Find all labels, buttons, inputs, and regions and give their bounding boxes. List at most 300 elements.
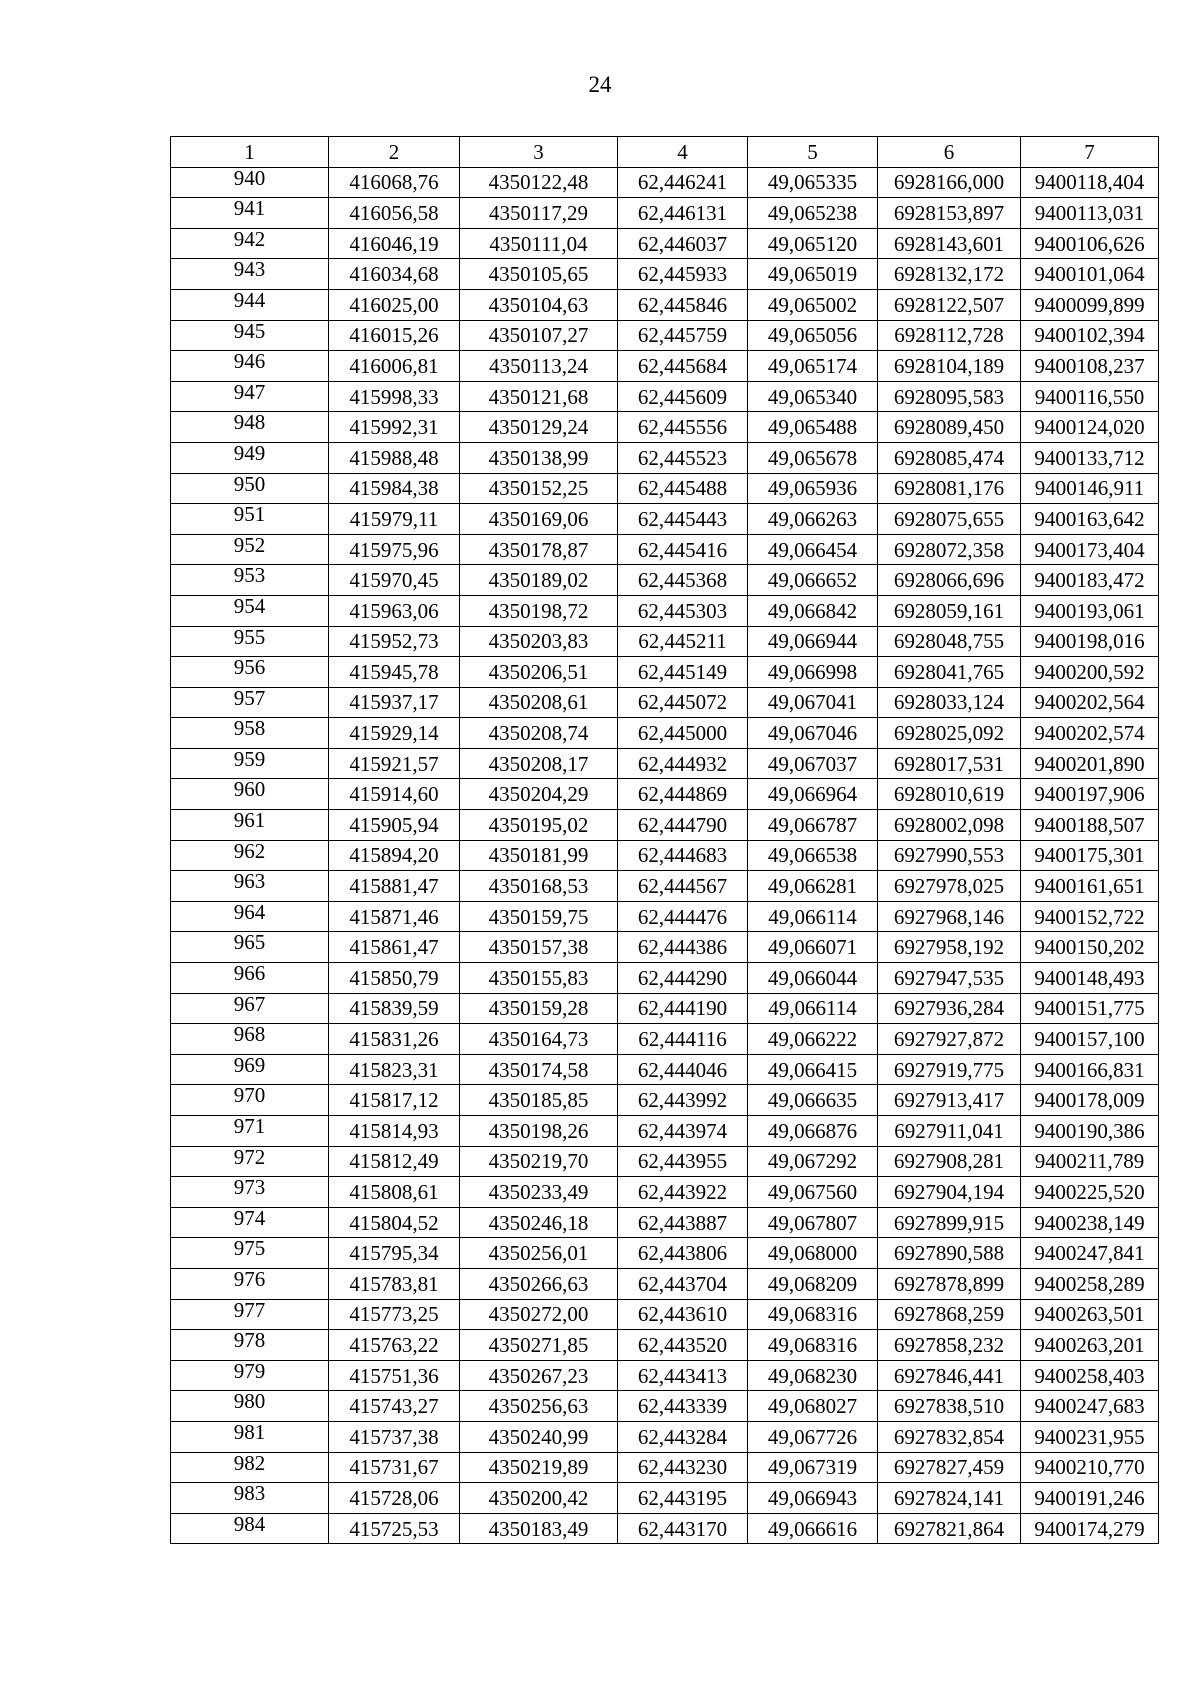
table-cell: 6928132,172 <box>878 259 1021 290</box>
table-cell: 49,067037 <box>748 748 878 779</box>
table-cell: 975 <box>171 1238 329 1269</box>
table-cell: 4350169,06 <box>460 504 618 535</box>
table-cell: 6927913,417 <box>878 1085 1021 1116</box>
table-cell: 62,443413 <box>618 1360 748 1391</box>
table-cell: 49,066616 <box>748 1513 878 1544</box>
table-cell: 6927919,775 <box>878 1054 1021 1085</box>
table-cell: 955 <box>171 626 329 657</box>
table-cell: 4350204,29 <box>460 779 618 810</box>
table-cell: 6927821,864 <box>878 1513 1021 1544</box>
table-row <box>171 1024 1159 1055</box>
column-header: 2 <box>329 137 460 168</box>
table-cell: 62,445759 <box>618 320 748 351</box>
table-cell: 9400191,246 <box>1021 1483 1159 1514</box>
table-cell: 49,066635 <box>748 1085 878 1116</box>
table-cell: 4350256,01 <box>460 1238 618 1269</box>
table-row <box>171 1360 1159 1391</box>
table-cell: 49,067046 <box>748 718 878 749</box>
table-cell: 6927846,441 <box>878 1360 1021 1391</box>
table-row <box>171 1177 1159 1208</box>
table-cell: 415998,33 <box>329 381 460 412</box>
table-row <box>171 1054 1159 1085</box>
table-cell: 415988,48 <box>329 442 460 473</box>
table-cell: 943 <box>171 259 329 290</box>
table-cell: 49,067726 <box>748 1421 878 1452</box>
table-cell: 62,445609 <box>618 381 748 412</box>
table-cell: 4350122,48 <box>460 167 618 198</box>
table-cell: 49,065056 <box>748 320 878 351</box>
column-header: 3 <box>460 137 618 168</box>
table-cell: 982 <box>171 1452 329 1483</box>
table-cell: 4350107,27 <box>460 320 618 351</box>
table-cell: 976 <box>171 1268 329 1299</box>
table-cell: 957 <box>171 687 329 718</box>
table-cell: 4350206,51 <box>460 657 618 688</box>
table-cell: 49,066263 <box>748 504 878 535</box>
table-cell: 415979,11 <box>329 504 460 535</box>
table-row <box>171 504 1159 535</box>
table-cell: 49,068316 <box>748 1330 878 1361</box>
table-cell: 968 <box>171 1024 329 1055</box>
table-cell: 6927824,141 <box>878 1483 1021 1514</box>
table-cell: 49,066842 <box>748 595 878 626</box>
table-cell: 4350105,65 <box>460 259 618 290</box>
table-row <box>171 1268 1159 1299</box>
table-cell: 62,445211 <box>618 626 748 657</box>
table-row <box>171 871 1159 902</box>
table-cell: 62,444116 <box>618 1024 748 1055</box>
table-cell: 6927827,459 <box>878 1452 1021 1483</box>
table-cell: 6927878,899 <box>878 1268 1021 1299</box>
table-row <box>171 840 1159 871</box>
table-cell: 6927832,854 <box>878 1421 1021 1452</box>
table-cell: 49,065335 <box>748 167 878 198</box>
table-body <box>171 167 1159 1544</box>
table-cell: 9400106,626 <box>1021 228 1159 259</box>
table-cell: 981 <box>171 1421 329 1452</box>
table-cell: 4350271,85 <box>460 1330 618 1361</box>
table-row <box>171 1146 1159 1177</box>
table-cell: 948 <box>171 412 329 443</box>
table-cell: 49,065002 <box>748 289 878 320</box>
table-cell: 984 <box>171 1513 329 1544</box>
table-cell: 62,445149 <box>618 657 748 688</box>
table-cell: 49,066044 <box>748 963 878 994</box>
table-cell: 415937,17 <box>329 687 460 718</box>
table-cell: 963 <box>171 871 329 902</box>
table-cell: 4350121,68 <box>460 381 618 412</box>
table-cell: 415823,31 <box>329 1054 460 1085</box>
table-cell: 49,066281 <box>748 871 878 902</box>
table-cell: 49,067807 <box>748 1207 878 1238</box>
table-cell: 62,445416 <box>618 534 748 565</box>
table-cell: 6927936,284 <box>878 993 1021 1024</box>
table-cell: 415861,47 <box>329 932 460 963</box>
table-cell: 49,065120 <box>748 228 878 259</box>
table-cell: 4350208,74 <box>460 718 618 749</box>
table-row <box>171 1238 1159 1269</box>
page-number: 24 <box>588 72 612 97</box>
table-cell: 62,443992 <box>618 1085 748 1116</box>
table-cell: 49,065019 <box>748 259 878 290</box>
table-row <box>171 595 1159 626</box>
table-row <box>171 198 1159 229</box>
table-cell: 62,445488 <box>618 473 748 504</box>
table-cell: 969 <box>171 1054 329 1085</box>
table-row <box>171 1330 1159 1361</box>
table-cell: 4350129,24 <box>460 412 618 443</box>
table-cell: 6927968,146 <box>878 901 1021 932</box>
table-cell: 971 <box>171 1116 329 1147</box>
table-cell: 62,444567 <box>618 871 748 902</box>
table-cell: 9400210,770 <box>1021 1452 1159 1483</box>
table-cell: 9400150,202 <box>1021 932 1159 963</box>
table-row <box>171 442 1159 473</box>
table-cell: 415814,93 <box>329 1116 460 1147</box>
table-row <box>171 687 1159 718</box>
table-row <box>171 473 1159 504</box>
table-cell: 6928081,176 <box>878 473 1021 504</box>
table-cell: 4350200,42 <box>460 1483 618 1514</box>
table-cell: 9400258,289 <box>1021 1268 1159 1299</box>
table-cell: 415763,22 <box>329 1330 460 1361</box>
table-cell: 4350104,63 <box>460 289 618 320</box>
table-cell: 9400190,386 <box>1021 1116 1159 1147</box>
table-cell: 62,445000 <box>618 718 748 749</box>
table-cell: 9400258,403 <box>1021 1360 1159 1391</box>
table-cell: 62,446241 <box>618 167 748 198</box>
table-cell: 6927858,232 <box>878 1330 1021 1361</box>
table-cell: 415881,47 <box>329 871 460 902</box>
table-cell: 4350152,25 <box>460 473 618 504</box>
table-cell: 49,066876 <box>748 1116 878 1147</box>
table-cell: 62,443520 <box>618 1330 748 1361</box>
table-cell: 9400108,237 <box>1021 351 1159 382</box>
table-cell: 977 <box>171 1299 329 1330</box>
table-cell: 9400188,507 <box>1021 810 1159 841</box>
table-row <box>171 963 1159 994</box>
table-row <box>171 1299 1159 1330</box>
table-row <box>171 1207 1159 1238</box>
table-cell: 49,067319 <box>748 1452 878 1483</box>
table-cell: 952 <box>171 534 329 565</box>
table-cell: 9400175,301 <box>1021 840 1159 871</box>
table-cell: 62,443887 <box>618 1207 748 1238</box>
table-cell: 415737,38 <box>329 1421 460 1452</box>
table-cell: 49,066454 <box>748 534 878 565</box>
table-cell: 9400183,472 <box>1021 565 1159 596</box>
table-cell: 49,066114 <box>748 901 878 932</box>
table-cell: 49,066944 <box>748 626 878 657</box>
table-cell: 941 <box>171 198 329 229</box>
table-cell: 4350246,18 <box>460 1207 618 1238</box>
table-cell: 954 <box>171 595 329 626</box>
table-cell: 9400238,149 <box>1021 1207 1159 1238</box>
table-cell: 415831,26 <box>329 1024 460 1055</box>
table-row <box>171 748 1159 779</box>
table-cell: 49,068209 <box>748 1268 878 1299</box>
table-cell: 9400146,911 <box>1021 473 1159 504</box>
table-cell: 950 <box>171 473 329 504</box>
table-cell: 972 <box>171 1146 329 1177</box>
table-cell: 4350233,49 <box>460 1177 618 1208</box>
table-cell: 62,443170 <box>618 1513 748 1544</box>
table-cell: 6927978,025 <box>878 871 1021 902</box>
table-cell: 415945,78 <box>329 657 460 688</box>
table-cell: 9400193,061 <box>1021 595 1159 626</box>
table-cell: 415743,27 <box>329 1391 460 1422</box>
table-cell: 415992,31 <box>329 412 460 443</box>
table-cell: 979 <box>171 1360 329 1391</box>
table-cell: 9400161,651 <box>1021 871 1159 902</box>
table-row <box>171 1085 1159 1116</box>
table-cell: 4350157,38 <box>460 932 618 963</box>
table-cell: 416034,68 <box>329 259 460 290</box>
table-cell: 962 <box>171 840 329 871</box>
table-row <box>171 810 1159 841</box>
table-row <box>171 320 1159 351</box>
table-cell: 4350189,02 <box>460 565 618 596</box>
table-cell: 415894,20 <box>329 840 460 871</box>
table-cell: 4350174,58 <box>460 1054 618 1085</box>
table-cell: 415850,79 <box>329 963 460 994</box>
table-cell: 6927899,915 <box>878 1207 1021 1238</box>
table-cell: 6927990,553 <box>878 840 1021 871</box>
table-cell: 4350138,99 <box>460 442 618 473</box>
table-cell: 6927908,281 <box>878 1146 1021 1177</box>
table-cell: 4350159,75 <box>460 901 618 932</box>
table-cell: 49,066652 <box>748 565 878 596</box>
table-cell: 62,445443 <box>618 504 748 535</box>
table-cell: 964 <box>171 901 329 932</box>
table-cell: 6928010,619 <box>878 779 1021 810</box>
table-cell: 62,445556 <box>618 412 748 443</box>
table-cell: 953 <box>171 565 329 596</box>
table-row <box>171 626 1159 657</box>
table-cell: 415984,38 <box>329 473 460 504</box>
table-cell: 49,067292 <box>748 1146 878 1177</box>
table-cell: 6928075,655 <box>878 504 1021 535</box>
table-cell: 4350208,17 <box>460 748 618 779</box>
table-cell: 4350266,63 <box>460 1268 618 1299</box>
column-header: 5 <box>748 137 878 168</box>
table-cell: 6928122,507 <box>878 289 1021 320</box>
table-cell: 415921,57 <box>329 748 460 779</box>
table-cell: 415975,96 <box>329 534 460 565</box>
table-cell: 6928112,728 <box>878 320 1021 351</box>
table-cell: 49,067560 <box>748 1177 878 1208</box>
table-cell: 946 <box>171 351 329 382</box>
table-cell: 415783,81 <box>329 1268 460 1299</box>
table-row <box>171 1116 1159 1147</box>
table-cell: 49,065678 <box>748 442 878 473</box>
table-cell: 9400148,493 <box>1021 963 1159 994</box>
table-cell: 9400200,592 <box>1021 657 1159 688</box>
table-cell: 4350164,73 <box>460 1024 618 1055</box>
table-cell: 9400198,016 <box>1021 626 1159 657</box>
table-cell: 9400116,550 <box>1021 381 1159 412</box>
table-header-row <box>171 137 1159 168</box>
table-cell: 416006,81 <box>329 351 460 382</box>
table-cell: 62,444190 <box>618 993 748 1024</box>
table-cell: 9400152,722 <box>1021 901 1159 932</box>
table-row <box>171 351 1159 382</box>
table-cell: 6928104,189 <box>878 351 1021 382</box>
table-cell: 415914,60 <box>329 779 460 810</box>
table-cell: 62,443955 <box>618 1146 748 1177</box>
table-cell: 4350117,29 <box>460 198 618 229</box>
table-cell: 6928048,755 <box>878 626 1021 657</box>
table-cell: 945 <box>171 320 329 351</box>
table-cell: 415804,52 <box>329 1207 460 1238</box>
table-row <box>171 1513 1159 1544</box>
table-cell: 62,444046 <box>618 1054 748 1085</box>
table-cell: 6928072,358 <box>878 534 1021 565</box>
table-cell: 415812,49 <box>329 1146 460 1177</box>
table-cell: 62,444683 <box>618 840 748 871</box>
table-cell: 49,068027 <box>748 1391 878 1422</box>
table-cell: 62,443806 <box>618 1238 748 1269</box>
table-cell: 415795,34 <box>329 1238 460 1269</box>
table-cell: 415725,53 <box>329 1513 460 1544</box>
table-cell: 415751,36 <box>329 1360 460 1391</box>
table-row <box>171 779 1159 810</box>
table-cell: 4350198,72 <box>460 595 618 626</box>
table-row <box>171 718 1159 749</box>
table-cell: 62,446037 <box>618 228 748 259</box>
table-cell: 6927890,588 <box>878 1238 1021 1269</box>
table-cell: 974 <box>171 1207 329 1238</box>
table-cell: 49,066998 <box>748 657 878 688</box>
table-cell: 49,066964 <box>748 779 878 810</box>
table-cell: 62,444869 <box>618 779 748 810</box>
table-cell: 4350203,83 <box>460 626 618 657</box>
table-row <box>171 1391 1159 1422</box>
table-cell: 9400157,100 <box>1021 1024 1159 1055</box>
table-cell: 415731,67 <box>329 1452 460 1483</box>
table-cell: 416068,76 <box>329 167 460 198</box>
table-cell: 415773,25 <box>329 1299 460 1330</box>
table-cell: 9400231,955 <box>1021 1421 1159 1452</box>
table-cell: 6928059,161 <box>878 595 1021 626</box>
table-cell: 62,443339 <box>618 1391 748 1422</box>
table-cell: 944 <box>171 289 329 320</box>
table-cell: 4350219,70 <box>460 1146 618 1177</box>
table-cell: 49,065488 <box>748 412 878 443</box>
table-cell: 6927838,510 <box>878 1391 1021 1422</box>
table-cell: 62,445368 <box>618 565 748 596</box>
table-cell: 4350240,99 <box>460 1421 618 1452</box>
table-cell: 49,067041 <box>748 687 878 718</box>
table-row <box>171 901 1159 932</box>
table-cell: 9400247,841 <box>1021 1238 1159 1269</box>
table-cell: 415808,61 <box>329 1177 460 1208</box>
table-cell: 9400263,201 <box>1021 1330 1159 1361</box>
table-row <box>171 932 1159 963</box>
table-cell: 62,445684 <box>618 351 748 382</box>
table-cell: 4350267,23 <box>460 1360 618 1391</box>
table-cell: 9400173,404 <box>1021 534 1159 565</box>
table-cell: 960 <box>171 779 329 810</box>
table-cell: 6928085,474 <box>878 442 1021 473</box>
table-cell: 62,444290 <box>618 963 748 994</box>
table-cell: 967 <box>171 993 329 1024</box>
table-cell: 49,066538 <box>748 840 878 871</box>
table-cell: 951 <box>171 504 329 535</box>
table-cell: 415952,73 <box>329 626 460 657</box>
table-row <box>171 412 1159 443</box>
table-cell: 6927958,192 <box>878 932 1021 963</box>
table-cell: 4350113,24 <box>460 351 618 382</box>
table-row <box>171 1483 1159 1514</box>
table-cell: 9400133,712 <box>1021 442 1159 473</box>
table-cell: 6928089,450 <box>878 412 1021 443</box>
column-header: 6 <box>878 137 1021 168</box>
table-cell: 965 <box>171 932 329 963</box>
table-cell: 4350178,87 <box>460 534 618 565</box>
table-cell: 9400202,574 <box>1021 718 1159 749</box>
table-cell: 49,065936 <box>748 473 878 504</box>
table-cell: 415929,14 <box>329 718 460 749</box>
table-cell: 62,443195 <box>618 1483 748 1514</box>
table-row <box>171 228 1159 259</box>
table-cell: 62,443974 <box>618 1116 748 1147</box>
table-cell: 4350159,28 <box>460 993 618 1024</box>
table-cell: 6928066,696 <box>878 565 1021 596</box>
table-row <box>171 381 1159 412</box>
table-cell: 9400124,020 <box>1021 412 1159 443</box>
table-cell: 49,066943 <box>748 1483 878 1514</box>
table-cell: 62,445846 <box>618 289 748 320</box>
table-cell: 49,066787 <box>748 810 878 841</box>
table-cell: 9400197,906 <box>1021 779 1159 810</box>
table-cell: 4350195,02 <box>460 810 618 841</box>
table-cell: 415839,59 <box>329 993 460 1024</box>
table-cell: 62,445072 <box>618 687 748 718</box>
table-cell: 9400225,520 <box>1021 1177 1159 1208</box>
table-cell: 6927947,535 <box>878 963 1021 994</box>
table-cell: 4350219,89 <box>460 1452 618 1483</box>
table-row <box>171 259 1159 290</box>
table-cell: 9400201,890 <box>1021 748 1159 779</box>
table-cell: 416056,58 <box>329 198 460 229</box>
table-cell: 62,444476 <box>618 901 748 932</box>
table-row <box>171 1421 1159 1452</box>
table-cell: 62,443922 <box>618 1177 748 1208</box>
table-cell: 4350181,99 <box>460 840 618 871</box>
table-cell: 49,065238 <box>748 198 878 229</box>
table-cell: 949 <box>171 442 329 473</box>
table-cell: 4350185,85 <box>460 1085 618 1116</box>
table-cell: 6928033,124 <box>878 687 1021 718</box>
table-cell: 49,068316 <box>748 1299 878 1330</box>
table-row <box>171 289 1159 320</box>
table-cell: 9400118,404 <box>1021 167 1159 198</box>
table-cell: 62,443284 <box>618 1421 748 1452</box>
table-cell: 9400166,831 <box>1021 1054 1159 1085</box>
table-cell: 6928153,897 <box>878 198 1021 229</box>
table-cell: 9400202,564 <box>1021 687 1159 718</box>
table-cell: 940 <box>171 167 329 198</box>
table-cell: 62,446131 <box>618 198 748 229</box>
table-cell: 49,066114 <box>748 993 878 1024</box>
table-cell: 49,068230 <box>748 1360 878 1391</box>
table-cell: 62,443230 <box>618 1452 748 1483</box>
table-row <box>171 534 1159 565</box>
table-cell: 62,443610 <box>618 1299 748 1330</box>
table-cell: 9400113,031 <box>1021 198 1159 229</box>
table-cell: 9400099,899 <box>1021 289 1159 320</box>
